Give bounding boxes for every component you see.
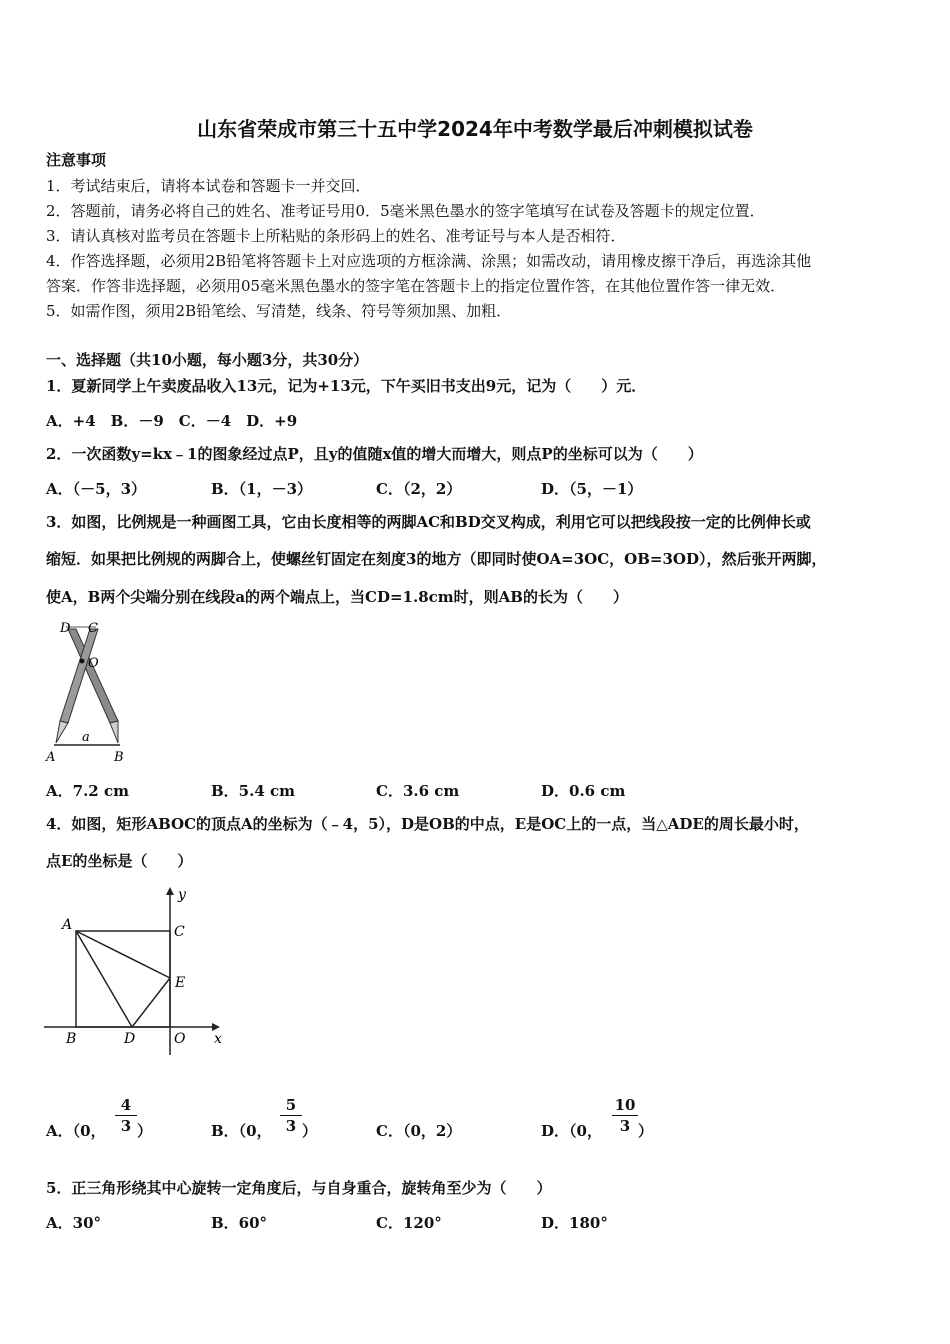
label-o: O <box>88 656 99 671</box>
q4-option-a-fraction <box>113 1096 139 1135</box>
question-4-line-1: 4．如图，矩形ABOC的顶点A的坐标为（﹣4，5），D是OB的中点，E是OC上的一点，当△ADE的周长最小时， <box>46 815 809 833</box>
q5-option-a: A．30° <box>46 1214 102 1232</box>
label-segment-a: a <box>82 730 90 745</box>
question-3-line-3: 使A，B两个尖端分别在线段a的两个端点上，当CD=1.8cm时，则AB的长为（ ） <box>46 588 628 606</box>
q4-option-b-fraction <box>278 1096 304 1135</box>
question-4-line-2: 点E的坐标是（ ） <box>46 852 193 870</box>
q3-option-d: D．0.6 cm <box>541 782 626 800</box>
q5-option-b: B．60° <box>211 1214 268 1232</box>
q4-d-numerator: 10 <box>614 1096 636 1114</box>
question-1: 1．夏新同学上午卖废品收入13元，记为+13元，下午买旧书支出9元，记为（ ）元． <box>46 377 647 395</box>
question-1-options: A．+4 B．－9 C．－4 D．+9 <box>46 412 298 430</box>
proportional-compass-figure <box>44 617 134 767</box>
label-c: C <box>174 924 185 940</box>
q5-option-c: C．120° <box>376 1214 442 1232</box>
rectangle-coordinate-figure <box>40 885 230 1065</box>
q2-option-d: D．（5，－1） <box>541 480 643 498</box>
label-a: A <box>62 917 73 933</box>
q2-option-b: B．（1，－3） <box>211 480 313 498</box>
label-b: B <box>114 750 124 765</box>
q4-d-denominator: 3 <box>619 1117 631 1135</box>
notice-line-4: 4．作答选择题，必须用2B铅笔将答题卡上对应选项的方框涂满、涂黑；如需改动，请用橡皮擦干净后，再选涂其他 <box>46 252 812 270</box>
q4-option-d-fraction <box>610 1096 640 1135</box>
q4-option-b-prefix: B．（0， <box>211 1122 272 1140</box>
q4-b-numerator: 5 <box>285 1096 297 1114</box>
label-y-axis: y <box>178 887 186 903</box>
q3-option-b: B．5.4 cm <box>211 782 296 800</box>
question-3-line-1: 3．如图，比例规是一种画图工具，它由长度相等的两脚AC和BD交叉构成，利用它可以把线段按一定的比例伸长或 <box>46 513 811 531</box>
notice-line-3: 3．请认真核对监考员在答题卡上所粘贴的条形码上的姓名、准考证号与本人是否相符． <box>46 227 626 245</box>
q4-a-numerator: 4 <box>120 1096 132 1114</box>
q4-option-c: C．（0，2） <box>376 1122 462 1140</box>
label-d: D <box>124 1031 136 1047</box>
q4-b-denominator: 3 <box>285 1117 297 1135</box>
q3-option-a: A．7.2 cm <box>46 782 129 800</box>
section-heading: 一、选择题（共10小题，每小题3分，共30分） <box>46 351 369 369</box>
label-b: B <box>66 1031 77 1047</box>
q4-a-denominator: 3 <box>120 1117 132 1135</box>
page-title: 山东省荣成市第三十五中学2024年中考数学最后冲刺模拟试卷 <box>197 117 753 141</box>
q4-option-a-suffix: ） <box>137 1122 153 1140</box>
q5-option-d: D．180° <box>541 1214 608 1232</box>
notice-line-2: 2．答题前，请务必将自己的姓名、准考证号用0．5毫米黑色墨水的签字笔填写在试卷及答题卡的规定位置． <box>46 202 765 220</box>
q4-option-d-prefix: D．（0， <box>541 1122 602 1140</box>
q4-option-d-suffix: ） <box>638 1122 654 1140</box>
notice-line-5: 答案．作答非选择题，必须用05毫米黑色墨水的签字笔在答题卡上的指定位置作答，在其他位置作答一律无效． <box>46 277 786 295</box>
q4-option-a-prefix: A．（0， <box>46 1122 106 1140</box>
notice-line-1: 1．考试结束后，请将本试卷和答题卡一并交回． <box>46 177 371 195</box>
question-2: 2．一次函数y=kx﹣1的图象经过点P，且y的值随x值的增大而增大，则点P的坐标可以为（ ） <box>46 445 703 463</box>
q3-option-c: C．3.6 cm <box>376 782 460 800</box>
label-d: D <box>60 621 71 636</box>
question-5: 5．正三角形绕其中心旋转一定角度后，与自身重合，旋转角至少为（ ） <box>46 1179 552 1197</box>
label-o: O <box>174 1031 186 1047</box>
q2-option-a: A．（－5，3） <box>46 480 147 498</box>
label-a: A <box>46 750 56 765</box>
label-e: E <box>175 975 186 991</box>
notice-heading: 注意事项 <box>46 151 107 169</box>
q2-option-c: C．（2，2） <box>376 480 462 498</box>
q4-option-b-suffix: ） <box>302 1122 318 1140</box>
question-3-line-2: 缩短．如果把比例规的两脚合上，使螺丝钉固定在刻度3的地方（即同时使OA=3OC，OB=3OD），然后张开两脚， <box>46 550 827 568</box>
label-x-axis: x <box>214 1031 222 1047</box>
notice-line-6: 5．如需作图，须用2B铅笔绘、写清楚，线条、符号等须加黑、加粗． <box>46 302 512 320</box>
label-c: C <box>88 621 98 636</box>
